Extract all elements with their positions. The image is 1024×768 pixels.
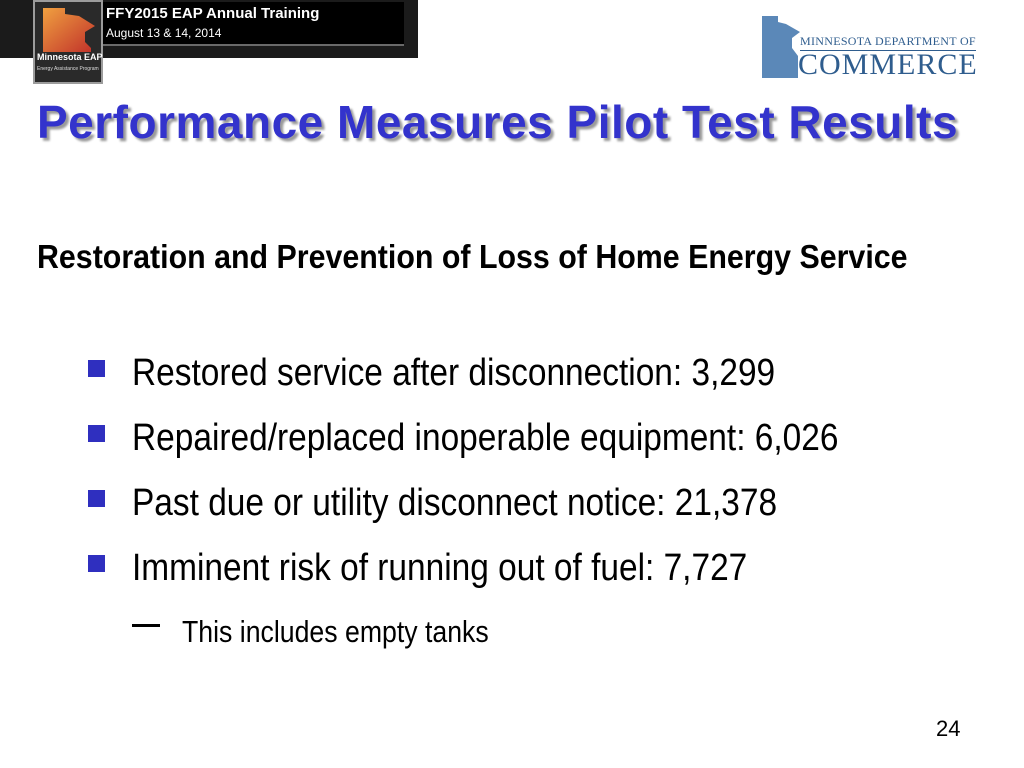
list-item (88, 348, 1008, 413)
square-bullet-icon (88, 490, 105, 507)
bullet-text: Repaired/replaced inoperable equipment: 6,026 (132, 417, 839, 459)
minnesota-eap-logo (33, 0, 103, 84)
slide-title: Performance Measures Pilot Test Results (37, 96, 959, 148)
list-item (88, 543, 1008, 608)
banner-text-box (96, 2, 404, 46)
list-item (88, 478, 1008, 543)
bullet-list (88, 348, 1008, 608)
dash-bullet-icon (132, 624, 160, 627)
badge-text: Minnesota EAP (37, 52, 103, 62)
banner-date: August 13 & 14, 2014 (106, 26, 222, 40)
bullet-text: Imminent risk of running out of fuel: 7,727 (132, 547, 748, 589)
sub-bullet-text: This includes empty tanks (182, 614, 489, 649)
badge-subtext: Energy Assistance Program (37, 66, 99, 72)
square-bullet-icon (88, 425, 105, 442)
square-bullet-icon (88, 360, 105, 377)
logo-department-text: MINNESOTA DEPARTMENT OF (800, 34, 976, 51)
square-bullet-icon (88, 555, 105, 572)
banner-title: FFY2015 EAP Annual Training (106, 5, 320, 22)
commerce-logo (760, 14, 992, 84)
list-item (88, 413, 1008, 478)
bullet-text: Restored service after disconnection: 3,299 (132, 352, 776, 394)
logo-commerce-text: COMMERCE (798, 48, 978, 81)
page-number: 24 (936, 716, 961, 741)
bullet-text: Past due or utility disconnect notice: 21,378 (132, 482, 778, 524)
slide-subtitle: Restoration and Prevention of Loss of Home Energy Service (37, 238, 908, 275)
